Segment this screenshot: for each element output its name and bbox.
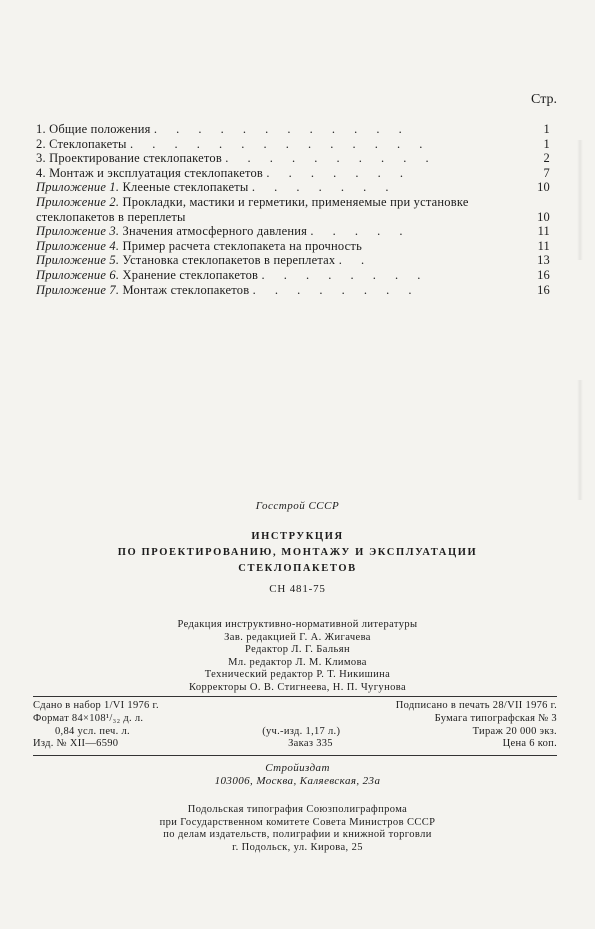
toc-item-label: Приложение 6. (36, 267, 120, 282)
toc-item-page: 11 (537, 238, 550, 253)
toc-page-header: Стр. (531, 92, 557, 107)
spec-paper: Бумага типографская № 3 (434, 712, 557, 724)
spec-row (33, 713, 557, 726)
toc-item-page: 13 (537, 253, 550, 268)
publisher-name: Стройиздат (265, 762, 330, 774)
toc-item-text: Значения атмосферного давления (122, 224, 308, 239)
divider (33, 696, 557, 697)
editorial-credits (0, 619, 595, 695)
publisher-address: 103006, Москва, Каляевская, 23а (214, 775, 381, 787)
toc-item: Приложение 5. Установка стеклопакетов в переплетах . . 13 (36, 253, 550, 268)
toc-item: Приложение 7. Монтаж стеклопакетов . . . . . . . . 16 (36, 282, 550, 297)
spec-typeset-date: Сдано в набор 1/VI 1976 г. (33, 700, 159, 711)
title-line: ИНСТРУКЦИЯ (251, 531, 344, 542)
title-line: СТЕКЛОПАКЕТОВ (238, 563, 357, 574)
spec-pub-sheets: (уч.-изд. 1,17 л.) (262, 725, 341, 737)
toc-item-label: Приложение 1. (36, 180, 120, 195)
toc-item-page: 1 (543, 136, 550, 151)
divider (33, 755, 557, 756)
title-line: ПО ПРОЕКТИРОВАНИЮ, МОНТАЖУ И ЭКСПЛУАТАЦИИ (117, 547, 478, 558)
printer-line: при Государственном комитете Совета Министров СССР (159, 816, 436, 828)
toc-item-label: Приложение 7. (36, 282, 120, 297)
toc-item-page: 1 (543, 122, 550, 136)
toc-item: Приложение 1. Клееные стеклопакеты . . . . . . . 10 (36, 180, 550, 195)
toc-item-text: 4. Монтаж и эксплуатация стеклопакетов (36, 165, 264, 180)
credit-line: Зав. редакцией Г. А. Жигачева (224, 631, 371, 643)
document-code: СН 481-75 (269, 583, 326, 595)
spec-print-date: Подписано в печать 28/VII 1976 г. (395, 700, 557, 711)
toc-item: 4. Монтаж и эксплуатация стеклопакетов . . . . . . . 7 (36, 165, 550, 180)
document-title (0, 529, 595, 577)
spec-format: Формат 84×108¹/₃₂ д. л. (33, 712, 144, 724)
toc-item-text: Клееные стеклопакеты (122, 180, 249, 195)
toc-item-page: 10 (537, 209, 550, 224)
toc-item-page: 16 (537, 282, 550, 297)
toc-item-page: 10 (537, 180, 550, 195)
print-specifications (33, 700, 557, 751)
toc-item-page: 16 (537, 267, 550, 282)
spec-price: Цена 6 коп. (502, 738, 557, 750)
spec-print-run: Тираж 20 000 экз. (472, 725, 557, 737)
toc-item-text: 2. Стеклопакеты (36, 136, 127, 151)
toc-item (36, 239, 552, 254)
toc-item-label: Приложение 5. (36, 253, 120, 268)
credit-line: Мл. редактор Л. М. Климова (228, 656, 367, 668)
spec-order: Заказ 335 (288, 738, 333, 750)
binding-shadow (577, 380, 583, 500)
printing-house (0, 804, 595, 854)
toc-item (36, 195, 552, 224)
toc-item: 3. Проектирование стеклопакетов . . . . . . . . . . 2 (36, 151, 550, 166)
spec-row (33, 738, 557, 751)
toc-item-text: Пример расчета стеклопакета на прочность (122, 238, 362, 253)
toc-item-page: 7 (543, 165, 550, 180)
toc-item-text: Монтаж стеклопакетов (122, 282, 250, 297)
spec-edition-number: Изд. № XII—6590 (33, 738, 119, 750)
organization: Госстрой СССР (255, 500, 340, 512)
printer-line: г. Подольск, ул. Кирова, 25 (232, 841, 363, 853)
credit-line: Редактор Л. Г. Бальян (245, 644, 350, 656)
credit-line: Редакция инструктивно-нормативной литературы (177, 619, 418, 630)
credit-line: Корректоры О. В. Стигнеева, Н. П. Чугунова (188, 681, 407, 693)
toc-item-text: 1. Общие положения (36, 122, 151, 136)
toc-item-label: Приложение 3. (36, 224, 120, 239)
toc-item: Приложение 3. Значения атмосферного давления . . . . . 11 (36, 224, 550, 239)
spec-sheets: 0,84 усл. печ. л. (55, 725, 130, 737)
toc-item-text: 3. Проектирование стеклопакетов (36, 151, 222, 166)
toc-item-label: Приложение 4. (36, 238, 120, 253)
toc-item-text: Хранение стеклопакетов (122, 267, 259, 282)
spec-row (33, 700, 557, 713)
toc-item: 1. Общие положения . . . . . . . . . . . . 1 (36, 122, 550, 136)
binding-shadow (577, 140, 583, 260)
spec-row (33, 726, 557, 739)
printer-line: по делам издательств, полиграфии и книжной торговли (163, 829, 432, 841)
toc-item-page: 2 (543, 151, 550, 166)
toc-item: Приложение 6. Хранение стеклопакетов . . . . . . . . 16 (36, 267, 550, 282)
toc-item-page: 11 (537, 224, 550, 239)
toc-item: 2. Стеклопакеты . . . . . . . . . . . . . . 1 (36, 136, 550, 151)
publisher (0, 762, 595, 788)
printer-line: Подольская типография Союзполиграфпрома (187, 804, 408, 815)
toc-item-text: Установка стеклопакетов в переплетах (122, 253, 336, 268)
toc-item-label: Приложение 2. (36, 194, 120, 209)
credit-line: Технический редактор Р. Т. Никишина (204, 669, 391, 681)
toc-item-text: Прокладки, мастики и герметики, применяемые при установке стеклопакетов в переплеты (36, 194, 469, 224)
table-of-contents (36, 122, 552, 297)
